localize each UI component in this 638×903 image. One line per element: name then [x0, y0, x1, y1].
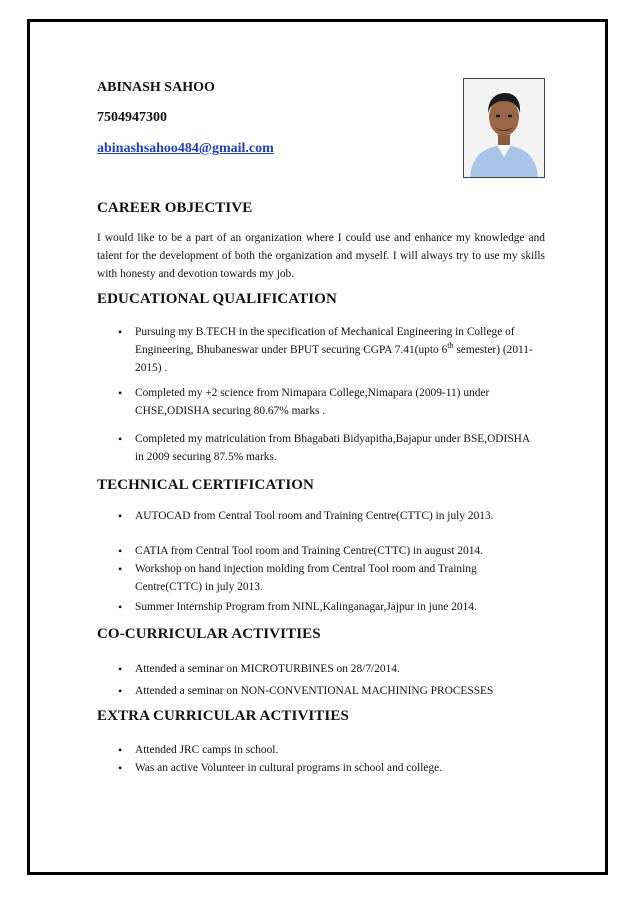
extra-curricular-item-text: Was an active Volunteer in cultural programs in school and college.	[135, 762, 443, 774]
certification-item-text: AUTOCAD from Central Tool room and Training Centre(CTTC) in july 2013.	[135, 510, 494, 522]
bullet-icon: •	[118, 325, 123, 339]
bullet-icon: •	[118, 662, 123, 676]
education-item-text: Completed my +2 science from Nimapara College,Nimapara (2009-11) under CHSE,ODISHA securing 80.67% marks .	[135, 387, 490, 417]
certification-heading: TECHNICAL CERTIFICATION	[97, 477, 314, 493]
co-curricular-heading: CO-CURRICULAR ACTIVITIES	[97, 626, 321, 642]
education-item-text: Pursuing my B.TECH in the specification of Mechanical Engineering in College of Engineering, Bhubaneswar under BPUT securing CGPA 7.41(upto 6th semester) (2011-2015) .	[135, 326, 533, 374]
career-objective-text: I would like to be a part of an organization where I could use and enhance my knowledge and talent for the development of both the organization and myself. I will always try to use my skills with honesty and devotion towards my job.	[97, 232, 545, 280]
certification-item-text: Workshop on hand injection molding from Central Tool room and Training Centre(CTTC) in july 2013.	[135, 563, 477, 593]
extra-curricular-heading: EXTRA CURRICULAR ACTIVITIES	[97, 708, 349, 724]
bullet-icon: •	[118, 562, 123, 576]
career-objective-heading: CAREER OBJECTIVE	[97, 200, 253, 216]
phone-number: 7504947300	[97, 110, 167, 125]
profile-photo	[463, 78, 545, 178]
education-heading: EDUCATIONAL QUALIFICATION	[97, 291, 337, 307]
bullet-icon: •	[118, 386, 123, 400]
email-link[interactable]: abinashsahoo484@gmail.com	[97, 141, 274, 156]
bullet-icon: •	[118, 600, 123, 614]
portrait-icon	[464, 79, 544, 177]
bullet-icon: •	[118, 761, 123, 775]
bullet-icon: •	[118, 544, 123, 558]
bullet-icon: •	[118, 432, 123, 446]
extra-curricular-item-text: Attended JRC camps in school.	[135, 744, 279, 756]
co-curricular-item-text: Attended a seminar on MICROTURBINES on 28/7/2014.	[135, 663, 400, 675]
applicant-name: ABINASH SAHOO	[97, 80, 215, 95]
co-curricular-item-text: Attended a seminar on NON-CONVENTIONAL MACHINING PROCESSES	[135, 685, 494, 697]
bullet-icon: •	[118, 684, 123, 698]
education-item-text: Completed my matriculation from Bhagabati Bidyapitha,Bajapur under BSE,ODISHA in 2009 securing 87.5% marks.	[135, 433, 530, 463]
certification-item-text: CATIA from Central Tool room and Training Centre(CTTC) in august 2014.	[135, 545, 483, 557]
bullet-icon: •	[118, 743, 123, 757]
certification-item-text: Summer Internship Program from NINL,Kalinganagar,Jajpur in june 2014.	[135, 601, 477, 613]
bullet-icon: •	[118, 509, 123, 523]
